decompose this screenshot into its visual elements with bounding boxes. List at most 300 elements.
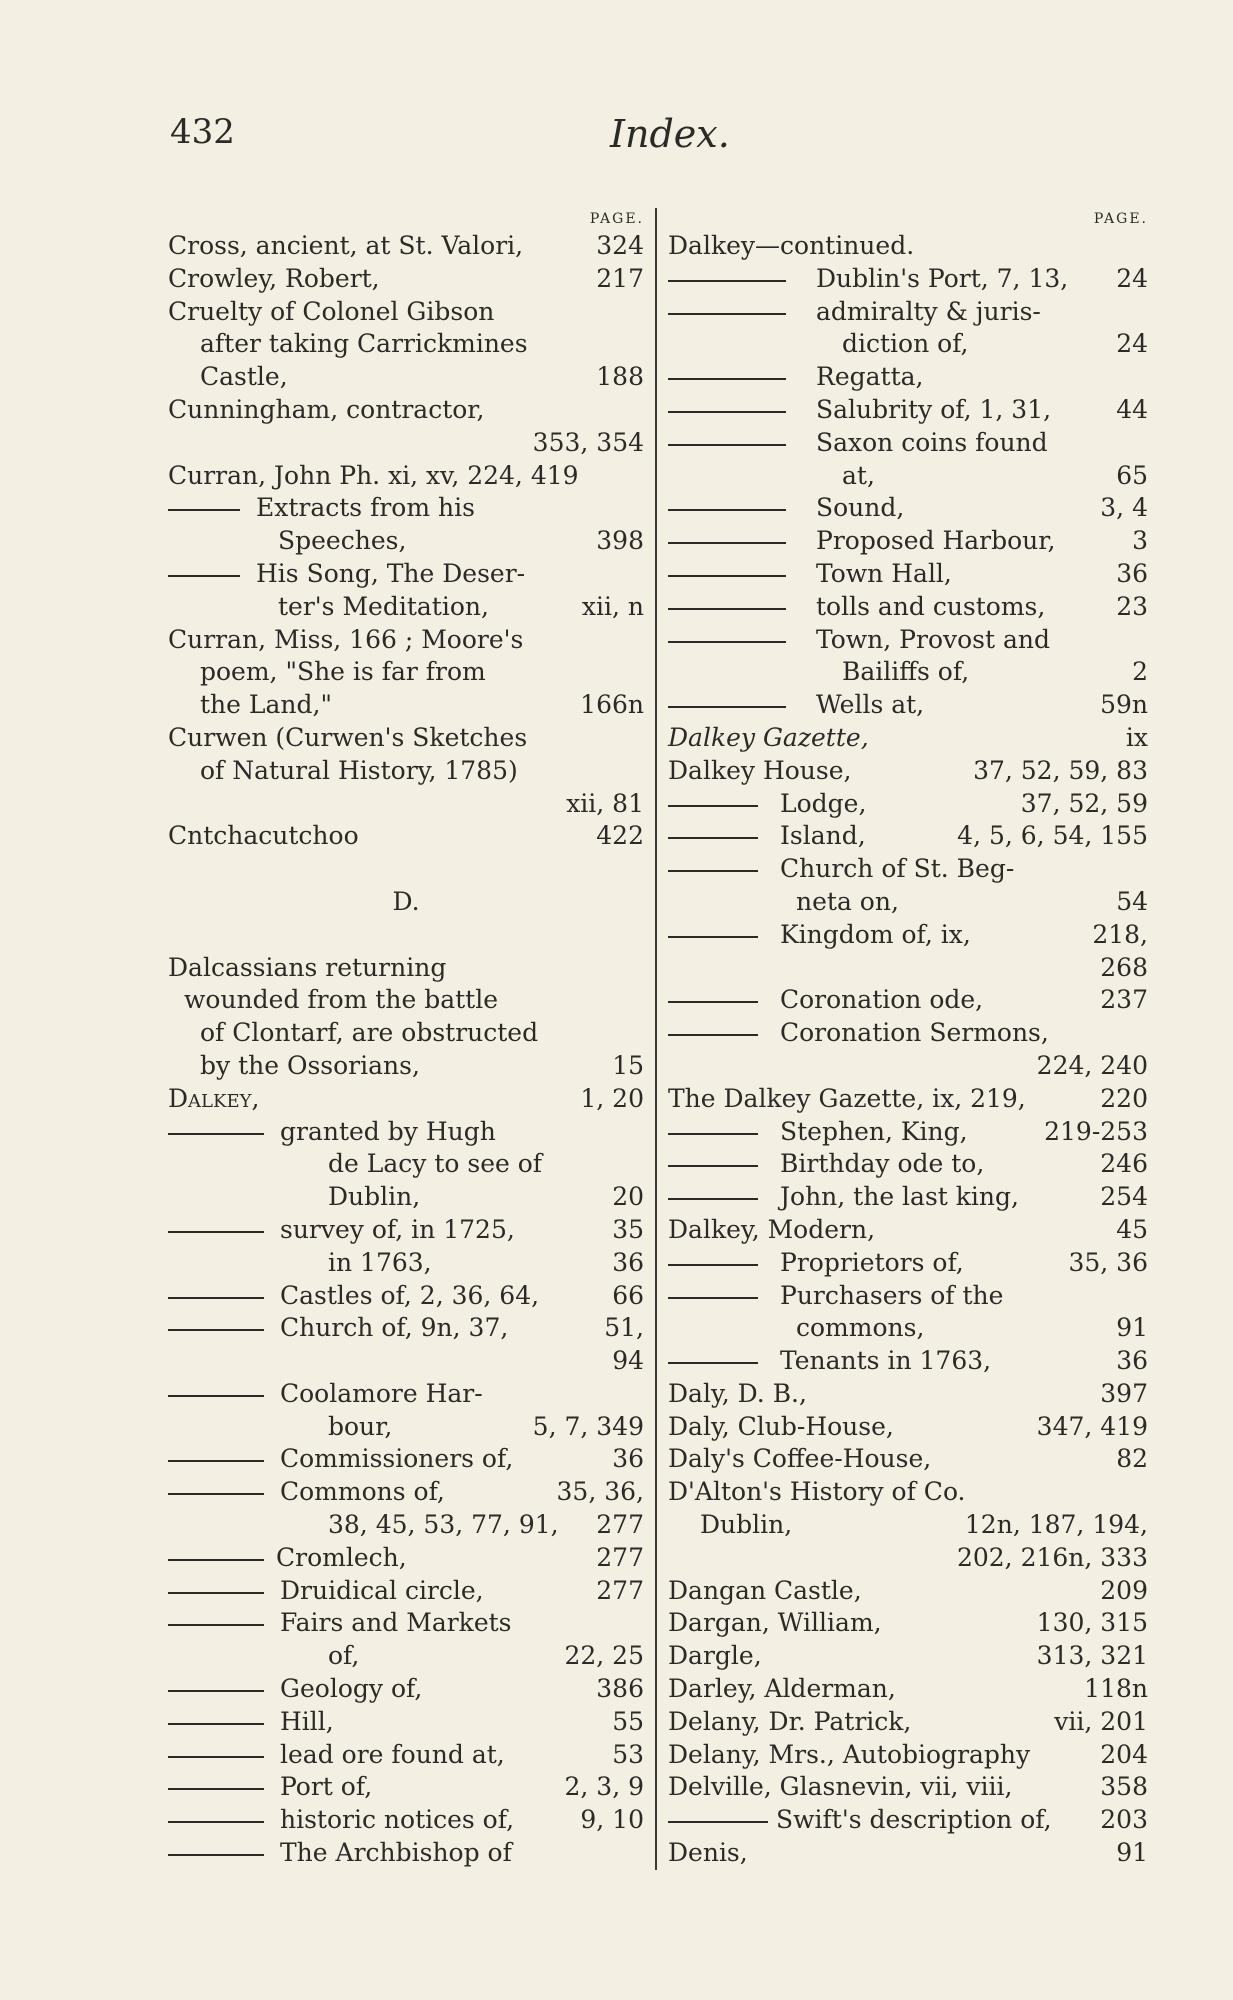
index-line [668,820,1148,853]
ditto-rule [668,641,786,643]
index-entry-text: of Clontarf, are obstructed [200,1018,539,1048]
index-entry-text: Church of, 9n, 37, [280,1313,509,1343]
index-page-refs: 36 [1116,1346,1148,1376]
index-page-refs: 44 [1116,394,1148,424]
index-entry-text: the Land," [200,690,332,720]
index-line [668,1247,1148,1280]
index-page-refs: 166n [580,690,644,720]
index-page-refs: xii, 81 [566,788,644,818]
index-entry-text: Kingdom of, ix, [780,919,971,949]
index-line [668,492,1148,525]
index-line [668,558,1148,591]
index-entry-text: Saxon coins found [816,427,1048,457]
index-entry-text: Dalcassians returning [168,952,447,982]
index-entry-text: historic notices of, [280,1805,515,1835]
index-entry-text: Delany, Dr. Patrick, [668,1706,912,1736]
index-page-refs: 203 [1100,1805,1148,1835]
ditto-rule [668,1133,758,1135]
index-line [668,624,1148,657]
ditto-rule [668,1362,758,1364]
index-page-refs: 204 [1100,1739,1148,1769]
index-entry-text: Cntchacutchoo [168,821,359,851]
ditto-rule [668,1198,758,1200]
ditto-rule [668,411,786,413]
ditto-rule [668,313,786,315]
index-line [168,1640,644,1673]
index-entry-text: Darley, Alderman, [668,1674,896,1704]
index-entry-text: Cross, ancient, at St. Valori, [168,231,524,260]
column-divider [655,208,657,1870]
index-entry-text: Castles of, 2, 36, 64, [280,1280,540,1310]
index-line [168,427,644,460]
index-entry-text: commons, [796,1313,925,1343]
index-entry-text: Dublin, [328,1182,421,1212]
index-line [168,984,644,1017]
index-line [168,1607,644,1640]
index-page-refs: 35, 36 [1068,1247,1148,1277]
ditto-rule [668,1001,758,1003]
page-column-heading: PAGE. [1093,211,1148,227]
index-line [168,820,644,853]
ditto-rule [168,1592,264,1594]
ditto-rule [668,575,786,577]
ditto-rule [168,1854,264,1856]
index-page-refs: 82 [1116,1444,1148,1474]
index-entry-text: Dalkey, [168,1083,260,1113]
index-entry-text: Lodge, [780,788,867,818]
ditto-rule [668,936,758,938]
index-page-refs: 217 [596,263,644,293]
index-line [168,689,644,722]
index-page-refs: 347, 419 [1036,1411,1148,1441]
index-line [168,886,644,919]
index-line [668,1575,1148,1608]
index-page-refs: 54 [1116,886,1148,916]
index-entry-text: Cromlech, [276,1542,407,1572]
index-line [168,1181,644,1214]
ditto-rule [168,1493,264,1495]
index-entry-text: Wells at, [816,690,925,720]
index-entry-text: Swift's description of, [776,1805,1052,1835]
index-line [168,591,644,624]
index-page-refs: 386 [596,1674,644,1704]
index-entry-text: Coolamore Har- [280,1378,483,1408]
index-line [668,525,1148,558]
index-line [168,1214,644,1247]
index-line [168,1575,644,1608]
index-entry-text: Dargle, [668,1641,762,1671]
index-page-refs: 36 [612,1444,644,1474]
index-line [668,296,1148,329]
index-line [168,1148,644,1181]
ditto-rule [668,509,786,511]
index-page-refs: 1, 20 [580,1083,644,1113]
index-entry-text: Curran, John Ph. xi, xv, 224, 419 [168,460,579,490]
index-page-refs: 277 [596,1575,644,1605]
index-line [168,1411,644,1444]
index-page-refs: 94 [612,1346,644,1376]
index-line [168,1017,644,1050]
index-line [668,1443,1148,1476]
running-header [170,112,1150,162]
index-line [668,1411,1148,1444]
index-line [668,460,1148,493]
index-entry-text: Dublin's Port, 7, 13, [816,263,1069,293]
index-entry-text: Delville, Glasnevin, vii, viii, [668,1772,1013,1802]
index-line [668,1542,1148,1575]
index-entry-text: John, the last king, [780,1182,1019,1212]
index-entry-text: Bailiffs of, [842,657,970,687]
index-line [168,492,644,525]
index-entry-text: Sound, [816,493,905,523]
index-page-refs: 91 [1116,1838,1148,1868]
index-page-refs: 5, 7, 349 [532,1411,644,1441]
index-entry-text: Dalkey, Modern, [668,1214,876,1244]
index-entry-text: His Song, The Deser- [256,558,526,588]
index-line [168,1706,644,1739]
index-line [668,1280,1148,1313]
ditto-rule [668,1821,768,1823]
ditto-rule [168,1756,264,1758]
index-entry-text: Curran, Miss, 166 ; Moore's [168,624,524,654]
ditto-rule [168,1788,264,1790]
index-page-refs: 22, 25 [564,1641,644,1671]
index-entry-text: Dalkey House, [668,755,852,785]
index-line [668,1673,1148,1706]
index-line [168,1050,644,1083]
index-entry-text: Cunningham, contractor, [168,394,485,424]
index-page-refs: 219-253 [1044,1116,1148,1146]
ditto-rule [668,1264,758,1266]
index-line [668,1509,1148,1542]
index-page-refs: 218, [1092,919,1148,949]
index-entry-text: D'Alton's History of Co. [668,1477,966,1507]
index-page-refs: 12n, 187, 194, [964,1510,1148,1540]
ditto-rule [668,1034,758,1036]
ditto-rule [168,1231,264,1233]
ditto-rule [168,1690,264,1692]
index-page-refs: 20 [612,1182,644,1212]
index-line [168,361,644,394]
index-line [668,952,1148,985]
index-entry-text: 38, 45, 53, 77, 91, [328,1510,559,1540]
ditto-rule [168,1133,264,1135]
index-page-refs: 3 [1132,526,1148,556]
ditto-rule [668,444,786,446]
index-entry-text: Church of St. Beg- [780,854,1015,884]
index-line [668,1214,1148,1247]
index-entry-text: survey of, in 1725, [280,1214,515,1244]
index-page-refs: 220 [1100,1083,1148,1113]
ditto-rule [668,837,758,839]
index-page-refs: 254 [1100,1182,1148,1212]
index-entry-text: Town Hall, [816,558,952,588]
index-line [668,263,1148,296]
index-line [668,1050,1148,1083]
index-line [168,1673,644,1706]
index-line [668,427,1148,460]
index-line [168,1771,644,1804]
index-line [168,853,644,886]
index-page-refs: 45 [1116,1214,1148,1244]
ditto-rule [168,1395,264,1397]
index-entry-text: in 1763, [328,1247,432,1277]
left-index-column [168,208,644,1870]
ditto-rule [668,608,786,610]
index-entry-text: of, [328,1641,360,1671]
index-entry-text: Speeches, [278,526,407,556]
index-line [668,886,1148,919]
index-line [168,1116,644,1149]
index-entry-text: Fairs and Markets [280,1608,512,1638]
index-entry-text: Dargan, William, [668,1608,882,1638]
index-entry-text: Purchasers of the [780,1280,1004,1310]
index-line [168,1280,644,1313]
index-page-refs: 66 [612,1280,644,1310]
index-line [168,525,644,558]
index-entry-text: tolls and customs, [816,591,1046,621]
ditto-rule [168,1329,264,1331]
index-page-refs: 2 [1132,657,1148,687]
index-line [668,1378,1148,1411]
index-page-refs: 268 [1100,952,1148,982]
index-entry-text: diction of, [842,329,969,359]
index-line [668,1771,1148,1804]
index-line [168,230,644,263]
index-line [168,394,644,427]
index-line [168,1443,644,1476]
index-page-refs: 53 [612,1739,644,1769]
index-line [168,328,644,361]
index-page-refs: ix [1125,722,1148,752]
index-entry-text: of Natural History, 1785) [200,755,518,785]
index-page-refs: 24 [1116,263,1148,293]
index-line [668,1476,1148,1509]
ditto-rule [168,509,240,511]
index-entry-text: Dalkey—continued. [668,231,915,260]
index-line [668,1083,1148,1116]
index-page-refs: 91 [1116,1313,1148,1343]
index-page-refs: 202, 216n, 333 [956,1542,1148,1572]
index-entry-text: Dangan Castle, [668,1575,862,1605]
index-entry-text: Town, Provost and [816,624,1051,654]
index-line [668,689,1148,722]
index-page-refs: 188 [596,362,644,392]
index-line [668,853,1148,886]
index-line [168,296,644,329]
index-line [668,1804,1148,1837]
index-line [668,1706,1148,1739]
index-page-refs: 224, 240 [1036,1050,1148,1080]
index-entry-text: Port of, [280,1772,373,1802]
index-line [168,1247,644,1280]
index-line [168,1345,644,1378]
index-page-refs: 422 [596,821,644,851]
index-line [668,1739,1148,1772]
index-entry-text: The Dalkey Gazette, ix, 219, [668,1083,1026,1113]
index-line [668,1345,1148,1378]
index-page-refs: 3, 4 [1100,493,1148,523]
index-page-refs: 36 [1116,558,1148,588]
index-page-refs: 15 [612,1050,644,1080]
index-entry-text: Island, [780,821,866,851]
running-title: Index. [610,112,730,156]
index-entry-text: at, [842,460,875,490]
index-page-refs: 209 [1100,1575,1148,1605]
index-entry-text: The Archbishop of [280,1838,512,1868]
index-line [668,328,1148,361]
index-page-refs: 118n [1084,1674,1148,1704]
index-entry-text: Crowley, Robert, [168,263,380,293]
index-line [668,230,1148,263]
index-entry-text: Daly's Coffee-House, [668,1444,932,1474]
index-page-refs: 37, 52, 59 [1020,788,1148,818]
index-entry-text: neta on, [796,886,899,916]
ditto-rule [668,280,786,282]
index-line [168,1837,644,1870]
index-entry-text: ter's Meditation, [278,591,489,621]
index-line [168,1739,644,1772]
index-page-refs: 51, [604,1313,644,1343]
index-line [668,755,1148,788]
index-page-refs: 324 [596,231,644,260]
index-entry-text: Proprietors of, [780,1247,964,1277]
index-entry-text: Daly, D. B., [668,1378,807,1408]
index-line [668,1116,1148,1149]
index-entry-text: Curwen (Curwen's Sketches [168,722,528,752]
index-line [168,460,644,493]
ditto-rule [668,542,786,544]
index-line [668,919,1148,952]
index-page-refs: 35 [612,1214,644,1244]
ditto-rule [168,1821,264,1823]
index-entry-text: Coronation Sermons, [780,1018,1049,1048]
index-line [668,984,1148,1017]
ditto-rule [168,1297,264,1299]
index-line [168,263,644,296]
index-entry-text: Dublin, [700,1510,793,1540]
index-entry-text: Castle, [200,362,288,392]
index-entry-text: lead ore found at, [280,1739,505,1769]
index-line [168,1083,644,1116]
index-entry-text: Extracts from his [256,493,475,523]
index-page-refs: 130, 315 [1036,1608,1148,1638]
index-line [168,1542,644,1575]
index-page-refs: 277 [596,1510,644,1540]
index-page-refs: vii, 201 [1054,1706,1148,1736]
index-line [168,722,644,755]
index-entry-text: Daly, Club-House, [668,1411,894,1441]
index-entry-text: after taking Carrickmines [200,329,528,359]
index-line [668,1312,1148,1345]
index-line [168,1804,644,1837]
index-entry-text: wounded from the battle [184,985,498,1015]
ditto-rule [168,1624,264,1626]
ditto-rule [168,1723,264,1725]
index-entry-text: Denis, [668,1838,748,1868]
index-entry-text: Proposed Harbour, [816,526,1056,556]
index-entry-text: D. [392,886,420,916]
page-column-heading: PAGE. [589,211,644,227]
index-page-refs: 397 [1100,1378,1148,1408]
index-entry-text: granted by Hugh [280,1116,496,1146]
index-line [668,394,1148,427]
index-line [168,952,644,985]
index-line [668,722,1148,755]
index-page-refs: 358 [1100,1772,1148,1802]
index-entry-text: Birthday ode to, [780,1149,985,1179]
ditto-rule [668,870,758,872]
index-entry-text: admiralty & juris- [816,296,1041,326]
index-entry-text: Druidical circle, [280,1575,484,1605]
ditto-rule [168,1460,264,1462]
index-line [668,1148,1148,1181]
index-line [668,591,1148,624]
index-entry-text: Dalkey Gazette, [668,722,869,752]
index-page-refs: 237 [1100,985,1148,1015]
index-line [168,1378,644,1411]
index-line [168,558,644,591]
index-entry-text: Commons of, [280,1477,445,1507]
index-line [168,1476,644,1509]
ditto-rule [668,706,786,708]
index-line [668,361,1148,394]
index-line [168,624,644,657]
ditto-rule [168,575,240,577]
ditto-rule [668,1297,758,1299]
index-page-refs: 4, 5, 6, 54, 155 [957,821,1148,851]
index-line [168,1312,644,1345]
index-entry-text: Stephen, King, [780,1116,968,1146]
index-line [168,1509,644,1542]
index-line [168,656,644,689]
index-page-refs: 36 [612,1247,644,1277]
index-entry-text: Tenants in 1763, [780,1346,992,1376]
index-page-refs: 313, 321 [1036,1641,1148,1671]
index-page-refs: 246 [1100,1149,1148,1179]
index-line [668,1181,1148,1214]
page-number: 432 [170,112,235,152]
index-entry-text: bour, [328,1411,393,1441]
index-line [168,919,644,952]
index-entry-text: Commissioners of, [280,1444,514,1474]
index-entry-text: de Lacy to see of [328,1149,543,1179]
index-page-refs: 353, 354 [532,427,644,457]
index-line [668,656,1148,689]
index-entry-text: Regatta, [816,362,924,392]
index-page-refs: 24 [1116,329,1148,359]
index-page-refs: 277 [596,1542,644,1572]
index-line [668,1837,1148,1870]
index-page-refs: 55 [612,1706,644,1736]
index-page-refs: 9, 10 [580,1805,644,1835]
index-entry-text: Salubrity of, 1, 31, [816,394,1052,424]
index-page-refs: 35, 36, [556,1477,644,1507]
index-entry-text: Hill, [280,1706,334,1736]
index-line [668,788,1148,821]
index-page-refs: 398 [596,526,644,556]
index-entry-text: Coronation ode, [780,985,984,1015]
ditto-rule [668,805,758,807]
index-entry-text: by the Ossorians, [200,1050,420,1080]
index-page-refs: 23 [1116,591,1148,621]
index-line [668,1640,1148,1673]
ditto-rule [668,1165,758,1167]
index-line [168,755,644,788]
index-entry-text: Delany, Mrs., Autobiography [668,1739,1031,1769]
ditto-rule [168,1559,264,1561]
ditto-rule [668,378,786,380]
